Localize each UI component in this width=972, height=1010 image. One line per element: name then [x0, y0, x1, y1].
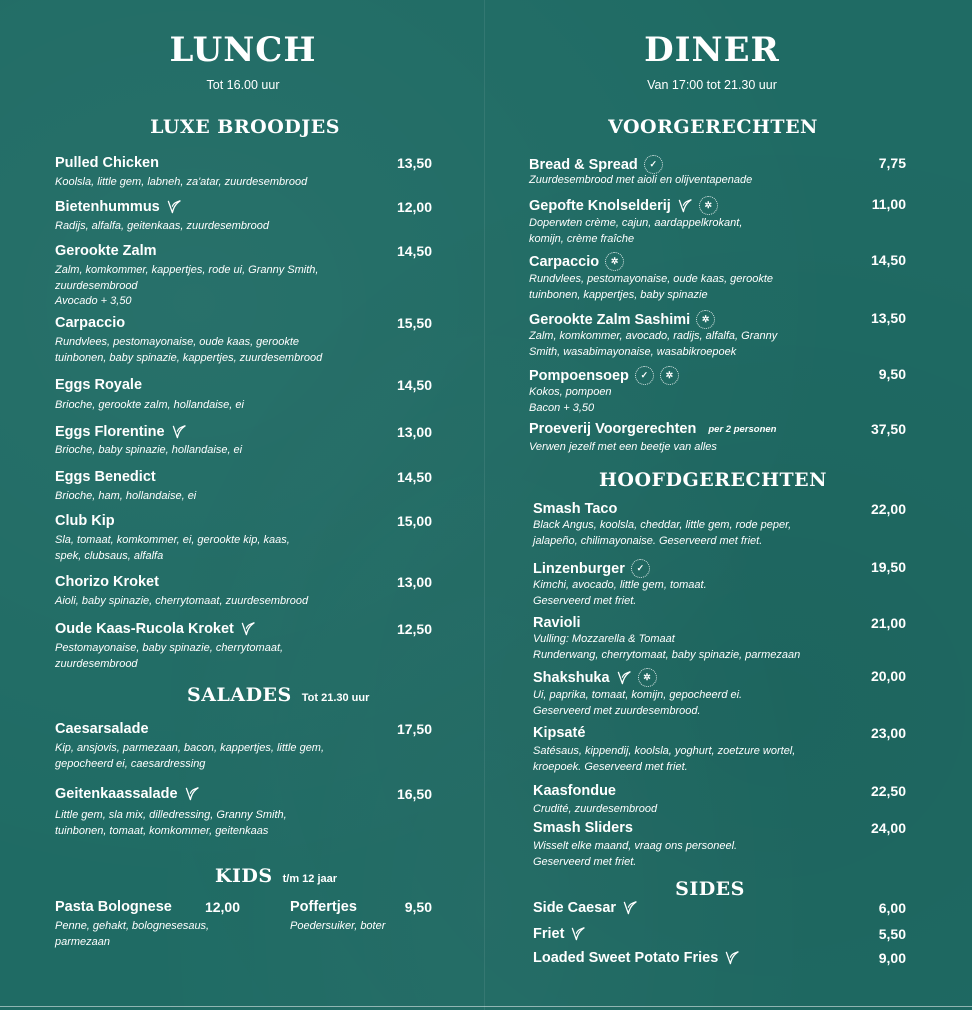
item-desc: Little gem, sla mix, dilledressing, Granny Smith, tuinbonen, tomaat, komkommer, geitenkaas [55, 809, 287, 837]
item-desc: Zalm, komkommer, kappertjes, rode ui, Granny Smith, zuurdesembrood Avocado + 3,50 [55, 264, 319, 307]
kids-header [215, 865, 337, 887]
item-price: 12,00 [204, 899, 240, 915]
item-desc: Black Angus, koolsla, cheddar, little gem, rode peper, jalapeño, chilimayonaise. Geserveerd met friet. [533, 519, 792, 547]
item-name: Kipsaté [533, 725, 586, 741]
gluten-free-icon: ✲ [696, 310, 715, 329]
item-desc: Vulling: Mozzarella & Tomaat Runderwang, cherrytomaat, baby spinazie, parmezaan [533, 633, 801, 661]
item-name: Caesarsalade [55, 721, 149, 737]
item-desc: Kimchi, avocado, little gem, tomaat. Geserveerd met friet. [533, 579, 707, 607]
item-price: 20,00 [870, 668, 906, 684]
item-price: 19,50 [870, 559, 906, 575]
item-desc: Rundvlees, pestomayonaise, oude kaas, gerookte tuinbonen, kappertjes, baby spinazie [529, 273, 773, 301]
item-price: 21,00 [870, 615, 906, 631]
gluten-free-icon: ✲ [660, 366, 679, 385]
item-name: Gepofte Knolselderij [529, 197, 671, 214]
item-name: Chorizo Kroket [55, 574, 159, 590]
item-name: Oude Kaas-Rucola Kroket [55, 621, 234, 637]
item-desc: Koolsla, little gem, labneh, za'atar, zuurdesembrood [55, 176, 308, 188]
item-desc: Kip, ansjovis, parmezaan, bacon, kappertjes, little gem, gepocheerd ei, caesardressing [55, 742, 325, 770]
hoofdgerechten-title: HOOFDGERECHTEN [598, 469, 828, 491]
vegan-leaf-icon [171, 424, 187, 440]
vegetarian-check-icon: ✓ [635, 366, 654, 385]
item-name: Side Caesar [533, 900, 617, 916]
item-price: 7,75 [878, 155, 906, 171]
item-name: Proeverij Voorgerechten [529, 421, 697, 437]
vegetarian-check-icon: ✓ [631, 559, 650, 578]
item-name: Pasta Bolognese [55, 899, 172, 915]
vegetarian-check-icon: ✓ [644, 155, 663, 174]
item-name: Eggs Florentine [55, 424, 165, 440]
item-name: Gerookte Zalm Sashimi [529, 311, 691, 328]
salades-note: Tot 21.30 uur [301, 692, 370, 704]
item-price: 5,50 [878, 926, 906, 942]
gluten-free-icon: ✲ [699, 196, 718, 215]
item-price: 13,50 [396, 155, 432, 171]
gluten-free-icon: ✲ [638, 668, 657, 687]
item-name: Friet [533, 926, 565, 942]
item-price: 22,00 [870, 501, 906, 517]
salades-header [187, 684, 369, 706]
item-price: 14,50 [870, 252, 906, 268]
item-price: 23,00 [870, 725, 906, 741]
item-name: Carpaccio [529, 253, 600, 270]
item-desc: Satésaus, kippendij, koolsla, yoghurt, zoetzure wortel, kroepoek. Geserveerd met friet. [533, 745, 796, 773]
item-desc: Sla, tomaat, komkommer, ei, gerookte kip, kaas, spek, clubsaus, alfalfa [55, 534, 290, 562]
vegan-leaf-icon [616, 670, 632, 686]
vegan-leaf-icon [622, 900, 638, 916]
item-name: Pompoensoep [529, 367, 629, 384]
item-name: Eggs Benedict [55, 469, 156, 485]
item-price: 13,00 [396, 574, 432, 590]
item-price: 37,50 [870, 421, 906, 437]
item-name: Poffertjes [290, 899, 357, 915]
gluten-free-icon: ✲ [605, 252, 624, 271]
salades-title: SALADES [187, 684, 292, 706]
vegan-leaf-icon [184, 786, 200, 802]
item-desc: Brioche, gerookte zalm, hollandaise, ei [55, 399, 244, 411]
item-desc: Wisselt elke maand, vraag ons personeel. Geserveerd met friet. [533, 840, 738, 868]
item-name: Gerookte Zalm [55, 243, 157, 259]
kids-note: t/m 12 jaar [282, 873, 338, 885]
bottom-border [0, 1006, 972, 1007]
vegan-leaf-icon [724, 950, 740, 966]
item-desc: Pestomayonaise, baby spinazie, cherrytomaat, zuurdesembrood [55, 642, 284, 670]
item-price: 13,00 [396, 424, 432, 440]
item-desc: Penne, gehakt, bolognesesaus, parmezaan [55, 920, 210, 948]
item-desc: Rundvlees, pestomayonaise, oude kaas, gerookte tuinbonen, baby spinazie, kappertjes, zuurdesembrood [55, 336, 323, 364]
item-desc: Ui, paprika, tomaat, komijn, gepocheerd ei. Geserveerd met zuurdesembrood. [533, 689, 743, 717]
item-price: 14,50 [396, 377, 432, 393]
diner-subtitle: Van 17:00 tot 21.30 uur [647, 78, 777, 92]
item-desc: Poedersuiker, boter [290, 920, 386, 932]
lunch-subtitle: Tot 16.00 uur [206, 78, 280, 92]
item-desc: Radijs, alfalfa, geitenkaas, zuurdesembrood [55, 220, 270, 232]
item-price: 6,00 [878, 900, 906, 916]
item-price: 13,50 [870, 310, 906, 326]
item-desc: Zalm, komkommer, avocado, radijs, alfalfa, Granny Smith, wasabimayonaise, wasabikroepoek [529, 330, 778, 358]
item-name: Shakshuka [533, 669, 610, 686]
vegan-leaf-icon [166, 199, 182, 215]
item-name: Kaasfondue [533, 783, 616, 799]
luxe-broodjes-title: LUXE BROODJES [150, 116, 340, 138]
item-name: Smash Sliders [533, 820, 633, 836]
item-name: Ravioli [533, 615, 581, 631]
item-price: 15,00 [396, 513, 432, 529]
item-name: Smash Taco [533, 501, 618, 517]
item-price: 12,50 [396, 621, 432, 637]
item-desc: Brioche, ham, hollandaise, ei [55, 490, 197, 502]
item-name: Linzenburger [533, 560, 625, 577]
item-desc: Doperwten crème, cajun, aardappelkrokant, komijn, crème fraîche [529, 217, 743, 245]
item-name: Bietenhummus [55, 199, 160, 215]
vegan-leaf-icon [240, 621, 256, 637]
item-name: Bread & Spread [529, 156, 638, 173]
item-name: Eggs Royale [55, 377, 143, 393]
item-price: 9,50 [404, 899, 432, 915]
item-price: 9,00 [878, 950, 906, 966]
item-price: 22,50 [870, 783, 906, 799]
item-price: 14,50 [396, 469, 432, 485]
item-desc: Kokos, pompoen Bacon + 3,50 [529, 386, 612, 414]
item-name: Club Kip [55, 513, 115, 529]
item-price: 11,00 [871, 196, 906, 212]
item-price: 16,50 [396, 786, 432, 802]
diner-title: DINER [644, 30, 780, 70]
item-price: 14,50 [396, 243, 432, 259]
item-desc: Verwen jezelf met een beetje van alles [529, 441, 717, 453]
item-desc: Crudité, zuurdesembrood [533, 803, 658, 815]
item-price: 17,50 [396, 721, 432, 737]
vegan-leaf-icon [677, 198, 693, 214]
lunch-title: LUNCH [169, 30, 317, 70]
item-price: 15,50 [396, 315, 432, 331]
item-name: Geitenkaassalade [55, 786, 178, 802]
item-note: per 2 personen [708, 423, 777, 435]
item-name: Carpaccio [55, 315, 126, 331]
column-divider [484, 0, 485, 1010]
vegan-leaf-icon [570, 926, 586, 942]
voorgerechten-title: VOORGERECHTEN [608, 116, 818, 138]
item-desc: Zuurdesembrood met aioli en olijventapenade [529, 174, 753, 186]
kids-title: KIDS [215, 865, 273, 887]
item-name: Pulled Chicken [55, 155, 159, 171]
item-desc: Brioche, baby spinazie, hollandaise, ei [55, 444, 243, 456]
item-price: 24,00 [870, 820, 906, 836]
item-name: Loaded Sweet Potato Fries [533, 950, 719, 966]
sides-title: SIDES [675, 878, 745, 900]
item-price: 9,50 [878, 366, 906, 382]
item-price: 12,00 [396, 199, 432, 215]
item-desc: Aioli, baby spinazie, cherrytomaat, zuurdesembrood [55, 595, 309, 607]
